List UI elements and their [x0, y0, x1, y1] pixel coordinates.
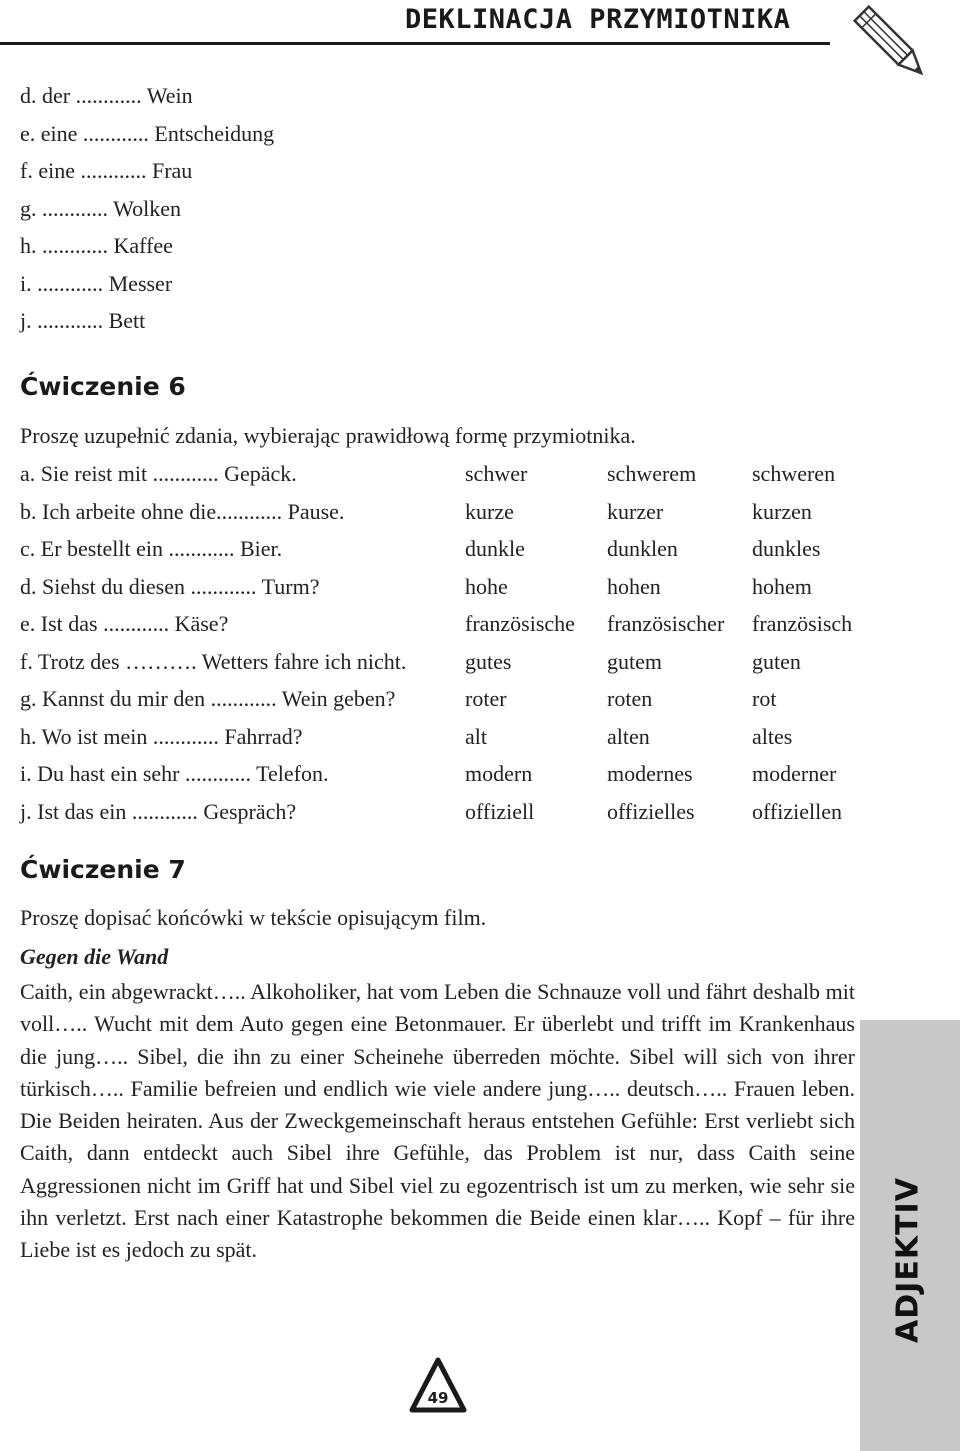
list-item: d. der ............ Wein — [20, 83, 193, 108]
list-item: e. eine ............ Entscheidung — [20, 120, 275, 146]
option-3: moderner — [752, 761, 837, 786]
option-1: offiziell — [465, 798, 535, 824]
option-3: altes — [752, 723, 793, 749]
film-title: Gegen die Wand — [20, 944, 169, 969]
list-item: j. ............ Bett — [20, 308, 146, 333]
triangle-icon — [408, 1356, 468, 1416]
option-3: offiziellen — [752, 798, 842, 824]
option-1: französische — [465, 611, 575, 636]
exercise-sentence: h. Wo ist mein ............ Fahrrad? — [20, 723, 303, 749]
exercise-sentence: i. Du hast ein sehr ............ Telefon. — [20, 761, 329, 786]
exercise-sentence: b. Ich arbeite ohne die............ Pause. — [20, 498, 345, 524]
option-2: französischer — [607, 611, 725, 636]
exercise5-list — [20, 77, 274, 340]
option-3: dunkles — [752, 536, 821, 561]
exercise-sentence: f. Trotz des ………. Wetters fahre ich nicht. — [20, 648, 407, 674]
option-3: rot — [752, 686, 777, 711]
option-3: hohem — [752, 573, 812, 599]
option-2: gutem — [607, 648, 662, 674]
option-3: guten — [752, 648, 801, 674]
option-2: hohen — [607, 573, 661, 599]
exercise7-instruction: Proszę dopisać końcówki w tekście opisującym film. — [20, 905, 487, 930]
option-1: modern — [465, 761, 533, 786]
page-header-title: DEKLINACJA PRZYMIOTNIKA — [405, 4, 791, 35]
exercise-sentence: a. Sie reist mit ............ Gepäck. — [20, 461, 297, 486]
pencil-icon — [838, 0, 928, 90]
page-number: 49 — [427, 1389, 449, 1407]
option-1: schwer — [465, 461, 528, 486]
option-2: offizielles — [607, 798, 695, 824]
option-1: alt — [465, 723, 487, 749]
option-2: alten — [607, 723, 650, 749]
exercise-sentence: c. Er bestellt ein ............ Bier. — [20, 536, 283, 561]
exercise-sentence: g. Kannst du mir den ............ Wein geben? — [20, 686, 396, 711]
exercise-sentence: d. Siehst du diesen ............ Turm? — [20, 573, 320, 599]
list-item: h. ............ Kaffee — [20, 233, 173, 258]
option-2: kurzer — [607, 498, 664, 524]
header-rule — [0, 42, 830, 45]
option-3: französisch — [752, 611, 853, 636]
exercise7-heading: Ćwiczenie 7 — [20, 855, 186, 884]
option-1: gutes — [465, 648, 512, 674]
film-description: Caith, ein abgewrackt….. Alkoholiker, hat vom Leben die Schnauze voll und fährt deshalb mit voll….. Wucht mit dem Auto gegen eine Betonmauer. Er überlebt und trifft im Krankenhaus die jung….. Sibel, die ihn zu einer Scheinehe überreden möchte. Sibel will sich von ihrer türkisch….. Familie befreien und endlich wie viele andere jung….. deutsch….. Frauen leben. Die Beiden heiraten. Aus der Zweckgemeinschaft heraus entstehen Gefühle: Erst verliebt sich Caith, dann entdeckt auch Sibel ihre Gefühle, das Problem ist nur, dass Caith seine Aggressionen nicht im Griff hat und Sibel viel zu egozentrisch ist um zu merken, wie sehr sie ihn verletzt. Erst nach einer Katastrophe bekommen die Beide einen klar….. Kopf – für ihre Liebe ist es jedoch zu spät. — [20, 979, 855, 1263]
exercise6-instruction: Proszę uzupełnić zdania, wybierając prawidłową formę przymiotnika. — [20, 423, 636, 448]
option-1: kurze — [465, 498, 514, 524]
list-item: g. ............ Wolken — [20, 195, 181, 221]
list-item: i. ............ Messer — [20, 270, 173, 296]
option-1: hohe — [465, 573, 508, 599]
option-2: roten — [607, 686, 653, 711]
page-number-badge — [408, 1356, 468, 1416]
option-2: modernes — [607, 761, 693, 786]
option-2: dunklen — [607, 536, 678, 561]
option-2: schwerem — [607, 461, 697, 486]
exercise-sentence: j. Ist das ein ............ Gespräch? — [20, 798, 297, 824]
option-3: schweren — [752, 461, 836, 486]
option-1: dunkle — [465, 536, 525, 561]
option-3: kurzen — [752, 498, 812, 524]
side-tab-label: ADJEKTIV — [890, 1177, 926, 1343]
exercise-sentence: e. Ist das ............ Käse? — [20, 611, 229, 636]
option-1: roter — [465, 686, 507, 711]
exercise6-heading: Ćwiczenie 6 — [20, 372, 186, 401]
list-item: f. eine ............ Frau — [20, 158, 193, 183]
